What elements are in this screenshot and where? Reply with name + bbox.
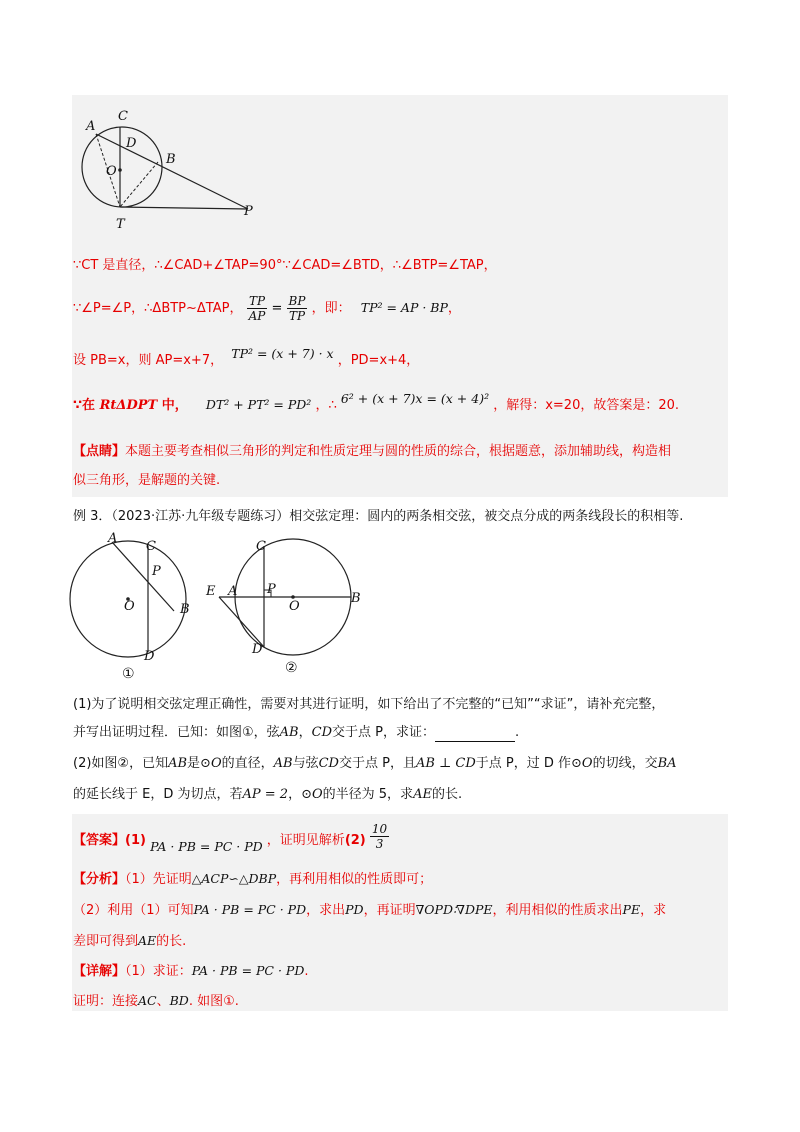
label-a-right: A xyxy=(228,584,238,599)
equation-tp-squared: TP² = AP · BP xyxy=(360,300,448,315)
comment-line-2: 似三角形，是解题的关键. xyxy=(73,473,221,488)
label-p-left: P xyxy=(152,564,161,579)
solution-line-3: 设 PB=x，则 AP=x+7， TP² = (x + 7) · x ，PD=x+4， xyxy=(73,346,420,368)
detail-line-2: 证明：连接AC、BD. 如图①. xyxy=(73,993,239,1009)
solution-line-4: ∵在 RtΔDPT 中， DT² + PT² = PD² ，∴ 6² + (x + 7)x = (x + 4)² ，解得：x=20，故答案是：20. xyxy=(73,391,680,413)
label-o: O xyxy=(106,164,117,179)
label-c: C xyxy=(118,109,128,124)
label-a-left: A xyxy=(108,531,118,546)
question-line-1: (1)为了说明相交弦定理正确性，需要对其进行证明，如下给出了不完整的“已知”“求证”，请补充完整， xyxy=(73,697,665,712)
figure-intersecting-chords xyxy=(66,530,386,682)
answer-blank xyxy=(435,741,515,742)
label-c-left: C xyxy=(146,539,156,554)
analysis-line-1: 【分析】（1）先证明△ACP∽△DBP，再利用相似的性质即可； xyxy=(73,871,433,887)
equation-tp-x: TP² = (x + 7) · x xyxy=(231,346,334,361)
secant-ap xyxy=(96,134,248,209)
label-p-right: P xyxy=(267,582,276,597)
example-3-title: 例 3．（2023·江苏·九年级专题练习）相交弦定理：圆内的两条相交弦，被交点分成的两条线段长的积相等. xyxy=(73,509,684,524)
label-e-right: E xyxy=(206,584,216,599)
fraction-tp-ap: $\frac{TP}{AP}$ xyxy=(248,294,266,323)
label-p: P xyxy=(244,204,253,219)
figure-number-2: ② xyxy=(285,660,298,676)
label-d: D xyxy=(126,136,137,151)
label-d-right: D xyxy=(252,642,263,657)
tangent-tp xyxy=(120,207,248,209)
analysis-line-3: 差即可得到AE的长. xyxy=(73,933,187,949)
point-o xyxy=(118,168,122,172)
question-line-2: 并写出证明过程．已知：如图①，弦AB，CD交于点 P，求证： . xyxy=(73,725,520,740)
label-b-left: B xyxy=(180,602,190,617)
equation-x: 6² + (x + 7)x = (x + 4)² xyxy=(340,391,490,406)
fraction-bp-tp: $\frac{BP}{TP}$ xyxy=(288,294,306,323)
label-a: A xyxy=(86,119,96,134)
label-b-right: B xyxy=(351,591,361,606)
label-o-right: O xyxy=(289,599,300,614)
equation-pythagoras: DT² + PT² = PD² xyxy=(205,397,312,412)
detail-line-1: 【详解】（1）求证：PA · PB = PC · PD. xyxy=(73,963,309,979)
analysis-similar-1: △ACP∽△DBP xyxy=(191,871,277,886)
figure-number-1: ① xyxy=(122,666,135,682)
label-b: B xyxy=(166,152,176,167)
answer-fraction: $\frac{10}{3}$ xyxy=(371,822,388,851)
circle-o xyxy=(82,127,162,207)
question-line-4: 的延长线于 E，D 为切点，若AP = 2，⊙O的半径为 5，求AE的长. xyxy=(73,787,463,802)
solution-line-1: ∵CT 是直径，∴∠CAD+∠TAP=90°∵∠CAD=∠BTD，∴∠BTP=∠TAP， xyxy=(73,258,497,273)
label-d-left: D xyxy=(144,649,155,664)
chord-ab-left xyxy=(112,542,174,611)
answer-line: 【答案】(1) PA · PB = PC · PD ，证明见解析(2) $\frac{10}{3}$ xyxy=(73,822,388,854)
tangent-ed xyxy=(219,597,264,647)
label-o-left: O xyxy=(124,599,135,614)
comment-line-1: 【点睛】本题主要考查相似三角形的判定和性质定理与圆的性质的综合，根据题意，添加辅助线，构造相 xyxy=(73,444,672,459)
question-line-3: (2)如图②，已知AB是⊙O的直径，AB与弦CD交于点 P，且AB ⊥ CD于点 P，过 D 作⊙O的切线，交BA xyxy=(73,756,677,771)
analysis-line-2: （2）利用（1）可知PA · PB = PC · PD，求出PD，再证明∇OPD∶∇DPE，利用相似的性质求出PE，求 xyxy=(73,902,667,918)
label-t: T xyxy=(116,217,125,232)
label-c-right: C xyxy=(256,539,266,554)
figure-circle-tangent xyxy=(80,105,270,235)
dashed-bt xyxy=(120,162,158,207)
answer-equation-1: PA · PB = PC · PD xyxy=(150,839,263,854)
solution-line-2: ∵∠P=∠P，∴ΔBTP~ΔTAP， $\frac{TP}{AP}$ = $\frac{BP}{TP}$ ，即： TP² = AP · BP， xyxy=(73,294,461,323)
